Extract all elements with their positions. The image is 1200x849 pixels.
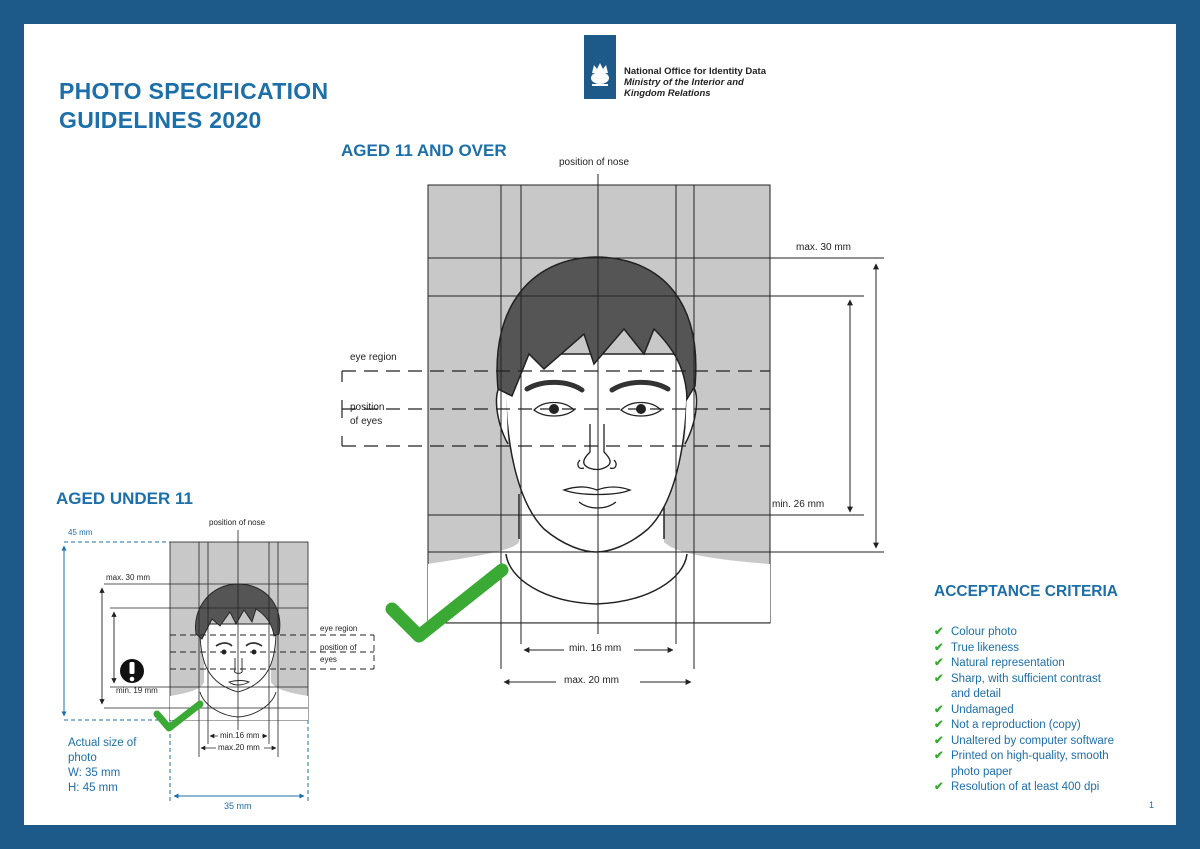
check-icon: ✔ bbox=[934, 641, 944, 654]
warning-icon bbox=[120, 659, 144, 683]
criteria-item-label: Natural representation bbox=[951, 657, 1065, 669]
criteria-item bbox=[934, 672, 1114, 688]
adult-max-20-label: max. 20 mm bbox=[564, 675, 620, 686]
child-height-label: 45 mm bbox=[68, 528, 93, 537]
adult-max-30-label: max. 30 mm bbox=[796, 242, 852, 253]
check-icon: ✔ bbox=[934, 626, 944, 638]
actual-size-note bbox=[68, 736, 136, 796]
criteria-item bbox=[934, 780, 1114, 796]
criteria-item-label: and detail bbox=[951, 688, 1001, 700]
actual-size-width: W: 35 mm bbox=[68, 767, 121, 779]
child-max-20-label: max.20 mm bbox=[218, 743, 260, 752]
criteria-item bbox=[934, 765, 1114, 781]
check-icon: ✔ bbox=[934, 657, 944, 669]
criteria-item bbox=[934, 718, 1114, 734]
child-eyes-position-line-1: position of bbox=[320, 643, 357, 652]
criteria-item-label: Colour photo bbox=[951, 626, 1017, 638]
org-line-2: Ministry of the Interior and bbox=[624, 77, 744, 88]
org-line-3: Kingdom Relations bbox=[624, 88, 711, 99]
child-max-30-label: max. 30 mm bbox=[106, 573, 151, 582]
criteria-item bbox=[934, 687, 1114, 703]
criteria-item-label: Printed on high-quality, smooth bbox=[951, 750, 1109, 762]
criteria-item-label: Undamaged bbox=[951, 703, 1014, 716]
child-min-16-label: min.16 mm bbox=[220, 731, 260, 740]
child-min-19-label: min. 19 mm bbox=[116, 686, 158, 695]
child-width-label: 35 mm bbox=[224, 801, 252, 811]
criteria-item-label: True likeness bbox=[951, 641, 1019, 654]
adult-min-26-label: min. 26 mm bbox=[772, 499, 825, 510]
check-icon: ✔ bbox=[934, 703, 944, 716]
criteria-item bbox=[934, 641, 1114, 657]
adult-eye-region-label: eye region bbox=[350, 352, 397, 363]
criteria-item-label: Not a reproduction (copy) bbox=[951, 719, 1081, 731]
adult-eyes-position-line-2: of eyes bbox=[350, 416, 383, 427]
actual-size-line-2: photo bbox=[68, 752, 97, 764]
page-number: 1 bbox=[1149, 800, 1155, 810]
check-icon: ✔ bbox=[934, 734, 944, 747]
adult-eyes-position-line-1: position bbox=[350, 402, 385, 413]
criteria-item bbox=[934, 734, 1114, 750]
child-eyes-position-line-2: eyes bbox=[320, 655, 337, 664]
org-line-1: National Office for Identity Data bbox=[624, 66, 766, 77]
child-heading: AGED UNDER 11 bbox=[56, 489, 193, 508]
criteria-item-label: Resolution of at least 400 dpi bbox=[951, 781, 1100, 793]
adult-nose-label: position of nose bbox=[559, 157, 630, 168]
criteria-item-label: Sharp, with sufficient contrast bbox=[951, 672, 1101, 685]
criteria-list bbox=[934, 625, 1114, 796]
child-eyes-position-label bbox=[320, 642, 356, 666]
title-line-2: GUIDELINES 2020 bbox=[59, 107, 262, 133]
check-icon: ✔ bbox=[934, 781, 944, 793]
check-icon: ✔ bbox=[934, 750, 944, 762]
criteria-item bbox=[934, 703, 1114, 719]
criteria-item-label: photo paper bbox=[951, 765, 1013, 778]
adult-heading: AGED 11 AND OVER bbox=[341, 141, 507, 160]
criteria-item bbox=[934, 625, 1114, 641]
criteria-item-label: Unaltered by computer software bbox=[951, 734, 1114, 747]
page bbox=[24, 24, 1176, 825]
child-nose-label: position of nose bbox=[209, 518, 266, 527]
check-icon: ✔ bbox=[934, 672, 944, 685]
actual-size-line-1: Actual size of bbox=[68, 737, 137, 749]
actual-size-height: H: 45 mm bbox=[68, 782, 118, 794]
title-line-1: PHOTO SPECIFICATION bbox=[59, 78, 329, 104]
criteria-heading: ACCEPTANCE CRITERIA bbox=[934, 583, 1118, 600]
criteria-item bbox=[934, 749, 1114, 765]
criteria-item bbox=[934, 656, 1114, 672]
adult-min-16-label: min. 16 mm bbox=[569, 643, 622, 654]
check-icon: ✔ bbox=[934, 719, 944, 731]
child-eye-region-label: eye region bbox=[320, 624, 358, 633]
